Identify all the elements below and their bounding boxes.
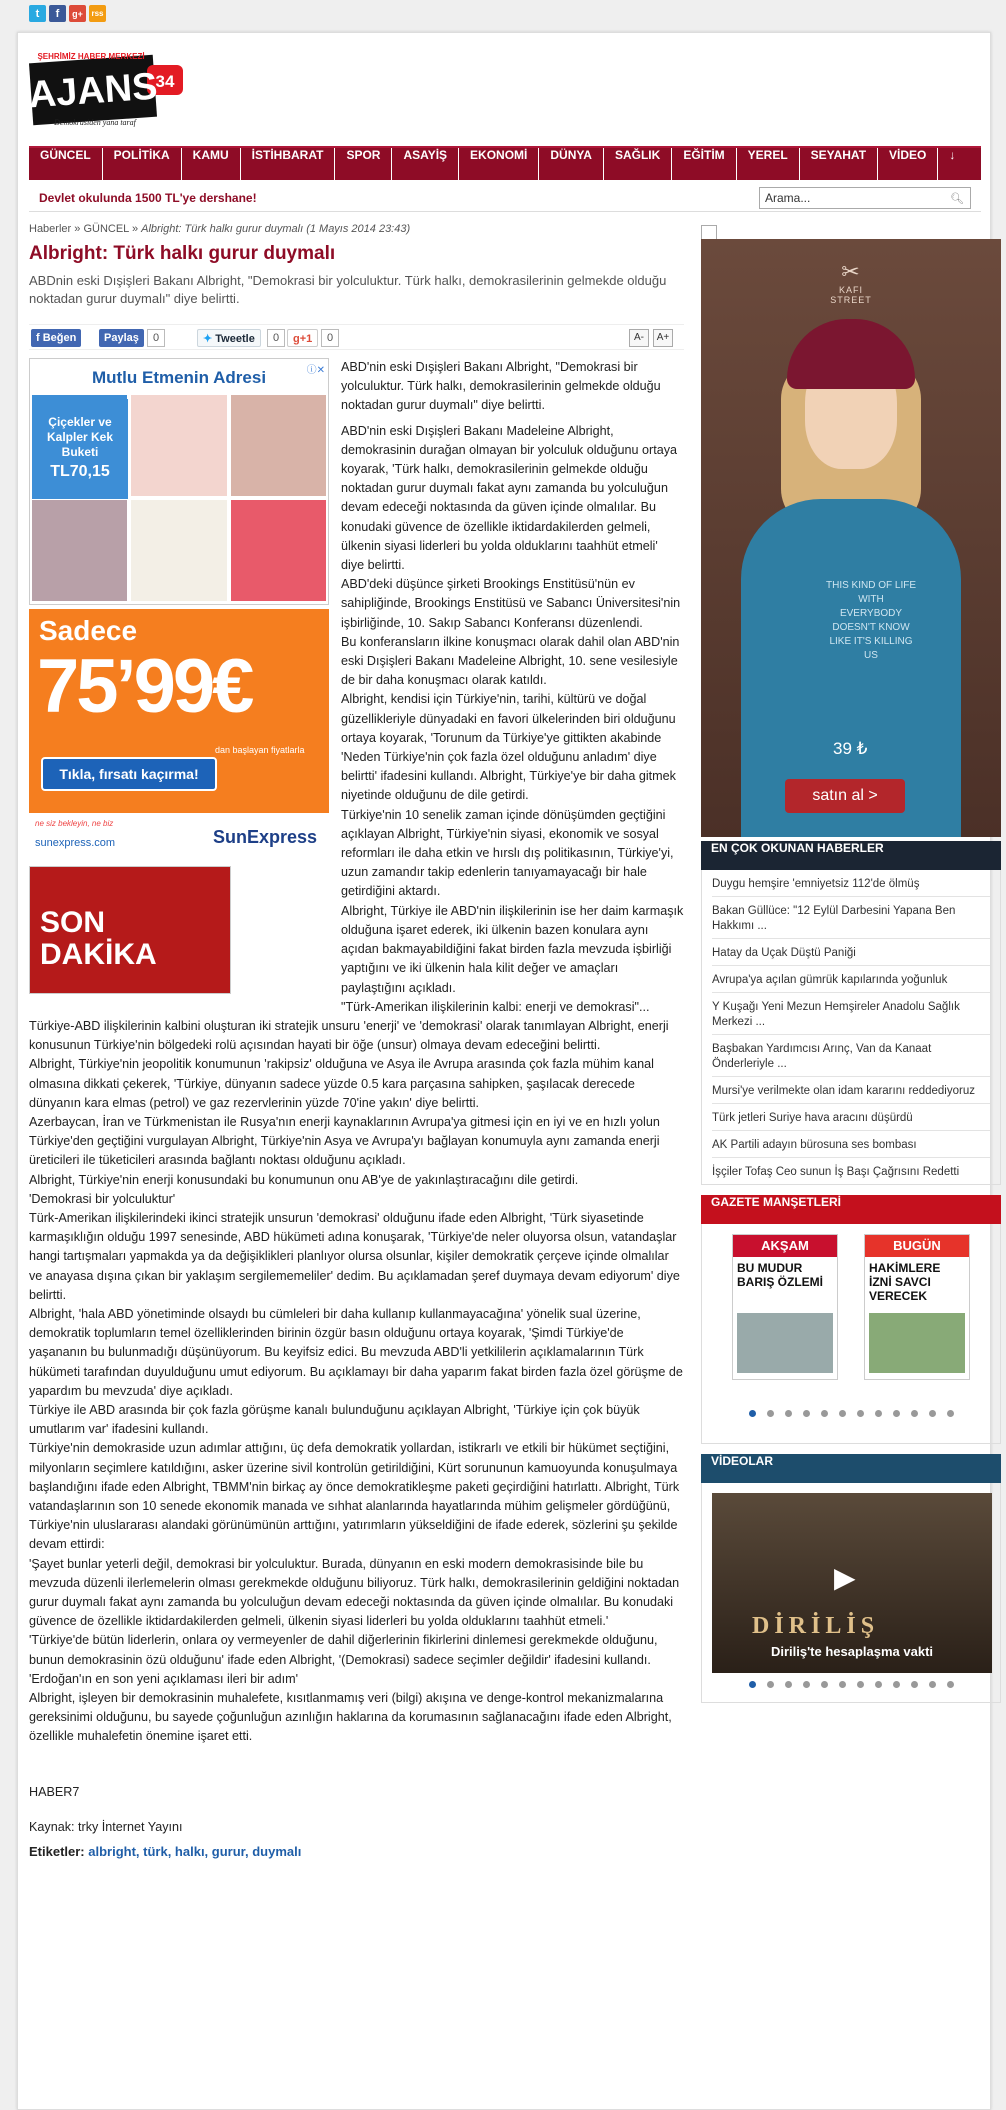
ad-cta-button[interactable]: Tıkla, fırsatı kaçırma! — [41, 757, 217, 791]
article-paragraph: 'Türkiye'de bütün liderlerin, onlara oy vermeyenler de dahil diğerlerinin fikirlerini dinlemesi gerekmekde olduğunu, bunun demokrasinin özü olduğunu' ifade eden Albright, '(Demokrasi) sadece seçimler değildir' ifadesini kullandı. — [29, 1633, 658, 1667]
son-dakika-line2: DAKİKA — [40, 938, 157, 971]
carousel-dot[interactable] — [821, 1681, 828, 1688]
article-paragraph: Albright, kendisi için Türkiye'nin, tarihi, kültürü ve doğal güzellikleriyle dünyadaki en favori ülkelerinden biri olduğunu ortaya koyarak, 'Torunum da Türkiye'ye gittikten akabinde 'Neden Türkiye'nin çok fazla özel olduğunu anladım' diye belirtti' ifadesini kullandı. Albright, Türkiye'ye bir daha gitmek niyetinde olduğunu de dile getirdi. — [341, 692, 676, 803]
font-decrease-button[interactable]: A- — [629, 329, 649, 347]
article-paragraph: Türkiye'nin demokraside uzun adımlar attığını, üç defa demokratik yollardan, istikrarlı ve etkili bir hükümet seçtiğini, milyonların seçimlere katıldığını, asker üzerine sivil kontrolün getirildiğini, Kürt sorununun kamuoyunda konuşulmaya başlandığını ifade eden Albright, TBMM'nin birkaç ay önce demokratikleşme paketi geçirdiğini hatırlattı. Albright, Türk vatandaşlarının son 10 senede ekonomik manada ve sıhhat alanlarında hayatlarında mühim gelişmeler gördüğünü, Türkiye'nin uluslararası alandaki görünümünün arttığını, yatırımların yükseldiğini de ifade ederek, sözlerini şu şekilde devam ettirdi: — [29, 1441, 680, 1552]
facebook-icon: f — [36, 332, 43, 344]
newspaper-photo — [737, 1313, 833, 1373]
ad-price: 39 ₺ — [833, 739, 868, 758]
facebook-like-button[interactable] — [31, 329, 81, 347]
article-column — [29, 223, 684, 1859]
carousel-dot[interactable] — [947, 1410, 954, 1417]
article-paragraph: Türk-Amerikan ilişkilerindeki ikinci stratejik unsurun 'demokrasi' olduğunu ifade eden Albright, 'Türk siyasetinde karmaşıklığın olduğu 1997 senesinde, ABD hükümeti adına konuşarak, 'Türkiye'de neler oluyorsa olsun, vatandaşlar hangi tartışmaları yapmakda ya da değişiklikleri planlıyor olursa olsunlar, kişiler demokratik çerçeve içinde olmalılar ve anayasa dışına çıkan bir yaklaşım sergilememeliler' dedim. Bu açıklamadan şeref duymaya devam ediyorum' diye belirtti. — [29, 1210, 680, 1302]
video-carousel — [701, 1483, 1001, 1703]
ticker-headline[interactable]: Devlet okulunda 1500 TL'ye dershane! — [39, 191, 257, 205]
ad-brand-text: KAFI STREET — [830, 285, 872, 305]
ad-brand-logo: ✂ KAFI STREET — [830, 259, 872, 305]
carousel-dot[interactable] — [857, 1410, 864, 1417]
most-read-item[interactable]: Bakan Güllüce: "12 Eylül Darbesini Yapana Ben Hakkımı ... — [712, 897, 990, 939]
nav-more-icon[interactable]: ↓ — [949, 148, 956, 162]
share-bar — [29, 324, 684, 350]
tags-label: Etiketler: — [29, 1843, 85, 1859]
most-read-item[interactable]: Türk jetleri Suriye hava aracını düşürdü — [712, 1104, 990, 1131]
ad-title: Mutlu Etmenin Adresi — [91, 368, 267, 387]
ad-product-tile[interactable] — [131, 500, 226, 601]
ad-product-tile[interactable] — [231, 395, 326, 496]
logo-number: 34 — [155, 72, 175, 91]
adchoices-icon[interactable]: ⓘ✕ — [306, 365, 325, 376]
newspaper-front-page[interactable] — [732, 1234, 838, 1380]
article-lead: ABDnin eski Dışişleri Bakanı Albright, "Demokrasi bir yolculuktur. Türk halkı, demokrasilerinin gelmekde olduğu noktadan gurur duymalı" diye belirtti. — [29, 273, 667, 306]
logo-subtitle: Demokrasiden yana taraf — [54, 118, 136, 127]
most-read-item[interactable]: AK Partili adayın bürosuna ses bombası — [712, 1131, 990, 1158]
carousel-dot[interactable] — [839, 1410, 846, 1417]
article-paragraph: ABD'nin eski Dışişleri Bakanı Albright, "Demokrasi bir yolculuktur. Türk halkı, demokrasilerinin gelmekde olduğu noktadan gurur duymalı" diye belirtti. — [341, 360, 661, 413]
source-agency: HABER7 — [29, 1784, 80, 1799]
ad-product-tile[interactable] — [131, 395, 226, 496]
article-paragraph: Bu konferansların ilkine konuşmacı olarak dahil olan ABD'nin eski Dışişleri Bakanı Madeleine Albright, 10. sene vesilesiyle de bir daha konuşmacı olarak katıldı. — [341, 634, 680, 688]
newspaper-headline: BU MUDUR BARIŞ ÖZLEMİ — [737, 1261, 823, 1289]
carousel-dot[interactable] — [929, 1681, 936, 1688]
carousel-dot[interactable] — [821, 1410, 828, 1417]
ad-promo-text: Çiçekler ve Kalpler Kek Buketi — [46, 415, 114, 459]
carousel-dot[interactable] — [767, 1410, 774, 1417]
article-paragraph: 'Demokrasi bir yolculuktur' — [29, 1191, 176, 1206]
news-ticker — [29, 184, 981, 212]
tags-line — [29, 1844, 684, 1859]
most-read-box — [701, 841, 1001, 1185]
most-read-item[interactable]: İşçiler Tofaş Ceo sunun İş Başı Çağrısını Redetti — [712, 1166, 960, 1178]
article-paragraph: 'Şayet bunlar yeterli değil, demokrasi bir yolculuktur. Burada, dünyanın en eski modern demokrasisinde bile bu mevzuda düzenli ilerlemelerin olması gerekmekde olduğunu biliyoruz. Türk halkı, demokrasilerinin geldiğini noktadan gurur duymalı fakat aynı zamanda bu yolculuğun devam edeceği noktasında da güven içinde olmalılar. Bu konudaki güvence de özellikle iktidardakilerden gelmeli, ülkenin siyasi liderleri bu yolda olduklarını taahhüt etmeli.' — [29, 1556, 680, 1629]
model-hat — [787, 319, 915, 389]
newspapers-box — [701, 1195, 1001, 1444]
nav-item-saglik[interactable]: SAĞLIK — [604, 148, 672, 180]
son-dakika-line1: SON — [40, 906, 106, 939]
most-read-item[interactable]: Başbakan Yardımcısı Arınç, Van da Kanaat Önderleriyle ... — [712, 1035, 990, 1077]
page-container — [17, 32, 991, 2110]
article-paragraph: Azerbaycan, İran ve Türkmenistan ile Rusya'nın enerji kaynaklarının Avrupa'ya gitmesi için en iyi ve en hızlı yolun Türkiye'den geçtiğini vurgulayan Albright, Türkiye'nin Asya ve Avrupa'yı bağlayan konumuyla aynı zamanda enerji üreticileri ile tüketicileri arasında bağlantı noktası olduğunu açıkladı. — [29, 1114, 660, 1168]
article-paragraph: ABD'deki düşünce şirketi Brookings Enstitüsü'nün ev sahipliğinde, Brookings Enstitüsü ve Sabancı Üniversitesi'nin işbirliğinde, 10. Sakıp Sabancı Konferansı düzenlendi. — [341, 577, 681, 630]
nav-item-seyahat[interactable]: SEYAHAT — [800, 148, 878, 180]
facebook-icon[interactable]: f — [49, 5, 66, 22]
article-paragraph: "Türk-Amerikan ilişkilerinin kalbi: enerji ve demokrasi"... — [341, 999, 650, 1014]
article-title: Albright: Türk halkı gurur duymalı — [29, 243, 336, 264]
ad-slogan: ne siz bekleyin, ne biz — [35, 819, 114, 828]
inline-ads — [29, 358, 331, 994]
carousel-dots — [702, 1681, 1000, 1688]
facebook-share-button[interactable]: Paylaş — [99, 329, 144, 347]
logo-tagline-top: ŞEHRİMİZ HABER MERKEZİ — [37, 52, 145, 61]
carousel-dot[interactable] — [749, 1410, 756, 1417]
search-input[interactable] — [759, 187, 971, 209]
play-icon[interactable]: ▶ — [834, 1562, 856, 1593]
ad-product-tile[interactable] — [32, 500, 127, 601]
ad-buy-button[interactable]: satın al > — [785, 779, 905, 813]
article-body — [29, 358, 684, 1747]
breadcrumb-separator: » — [74, 223, 81, 235]
like-label: Beğen — [42, 332, 77, 344]
share-count: 0 — [147, 329, 165, 347]
sidebar — [701, 223, 1001, 1703]
nav-item-kamu[interactable]: KAMU — [182, 148, 241, 180]
most-read-list — [701, 870, 1001, 1185]
video-caption[interactable]: Diriliş'te hesaplaşma vakti — [770, 1644, 934, 1659]
nav-item-spor[interactable]: SPOR — [335, 148, 392, 180]
article-paragraph: Türkiye-ABD ilişkilerinin kalbini oluşturan iki stratejik unsuru 'enerji' ve 'demokrasi' olarak tanımlayan Albright, enerji konusunun Türkiye'nin bölgedeki rolü açısından hayati bir öğe (unsur) olmaya devam edeceğini belirtti. — [29, 1018, 669, 1053]
breadcrumb-separator: » — [131, 223, 139, 235]
flower-ad[interactable] — [29, 358, 329, 605]
carousel-dot[interactable] — [749, 1681, 756, 1688]
ad-url[interactable]: sunexpress.com — [35, 837, 116, 849]
carousel-dot[interactable] — [785, 1410, 792, 1417]
article-paragraph: Albright, Türkiye'nin jeopolitik konumunun 'rakipsiz' olduğuna ve Asya ile Avrupa arasında çok fazla mühim kanal olmasına dikkati çekerek, 'Türkiye, dünyanın sadece yüzde 0.5 kara parçasına sahipken, şaşılacak derecede dünyanın kara elmas (petrol) ve gaz rezervlerinin yüzde 70'ine yakın' diye belirtti. — [29, 1057, 654, 1110]
video-show-logo: DİRİLİŞ — [752, 1613, 880, 1639]
most-read-item[interactable]: Y Kuşağı Yeni Mezun Hemşireler Anadolu Sağlık Merkezi ... — [712, 993, 990, 1035]
ad-headline: Sadece — [39, 615, 138, 646]
breadcrumb-home[interactable]: Haberler — [29, 223, 72, 235]
most-read-item[interactable]: Hatay da Uçak Düştü Paniği — [712, 939, 990, 966]
newspapers-carousel — [701, 1224, 1001, 1444]
most-read-item[interactable]: Mursi'ye verilmekte olan idam kararını reddediyoruz — [712, 1077, 990, 1104]
ad-promo[interactable] — [32, 399, 128, 499]
google-plus-count: 0 — [321, 329, 339, 347]
nav-item-yerel[interactable]: YEREL — [737, 148, 800, 180]
carousel-dot[interactable] — [803, 1410, 810, 1417]
sunexpress-logo: SunExpress — [212, 827, 317, 847]
carousel-dot[interactable] — [893, 1410, 900, 1417]
social-links — [29, 5, 106, 22]
ad-promo-price: TL70,15 — [50, 463, 110, 480]
carousel-dots — [702, 1410, 1000, 1417]
logo-wordmark: AJANS — [29, 65, 159, 117]
carousel-dot[interactable] — [785, 1681, 792, 1688]
article-paragraph: Albright, Türkiye'nin enerji konusundaki bu konumunun onu AB'ye de yakınlaştıracağını dile getirdi. — [29, 1172, 579, 1187]
ad-footer — [29, 813, 329, 859]
carousel-dot[interactable] — [875, 1681, 882, 1688]
font-increase-button[interactable]: A+ — [653, 329, 673, 347]
videos-box — [701, 1454, 1001, 1703]
most-read-title: EN ÇOK OKUNAN HABERLER — [701, 841, 1001, 870]
carousel-dot[interactable] — [803, 1681, 810, 1688]
videos-title: VİDEOLAR — [701, 1454, 1001, 1483]
article-paragraph: Albright, Türkiye ile ABD'nin ilişkilerinin ise her daim karmaşık olduğuna işaret ederek, iki ülkenin bazen konulara aynı açıdan bakmayabildiğini fakat birden fazla mevzuda işbirliği yaptığını ve iki ülkenin hala kilit değer ve amaçları paylaştığını açıkladı. — [341, 903, 684, 995]
carousel-dot[interactable] — [767, 1681, 774, 1688]
nav-item-video[interactable]: VİDEO — [878, 148, 938, 180]
ad-price-note: dan başlayan fiyatlarla — [215, 745, 305, 755]
nav-item-asayis[interactable]: ASAYİŞ — [392, 148, 459, 180]
rss-icon[interactable]: rss — [89, 5, 106, 22]
carousel-dot[interactable] — [875, 1410, 882, 1417]
carousel-dot[interactable] — [947, 1681, 954, 1688]
most-read-item[interactable]: Duygu hemşire 'emniyetsiz 112'de ölmüş — [712, 870, 990, 897]
ad-price: 75’99€ — [37, 644, 252, 729]
article-paragraph: 'Erdoğan'ın en son yeni açıklaması ileri bir adım' — [29, 1671, 299, 1686]
google-plus-button[interactable]: g+1 — [287, 329, 318, 347]
twitter-bird-icon: ✦ — [203, 333, 216, 345]
newspapers-title: GAZETE MANŞETLERİ — [701, 1195, 1001, 1224]
most-read-item[interactable]: Avrupa'ya açılan gümrük kapılarında yoğunluk — [712, 966, 990, 993]
breadcrumb-category[interactable]: GÜNCEL — [83, 223, 129, 235]
newspaper-front-page[interactable] — [864, 1234, 970, 1380]
video-thumbnail[interactable] — [712, 1493, 992, 1673]
newspaper-photo — [869, 1313, 965, 1373]
sunexpress-ad[interactable] — [29, 609, 329, 859]
tweet-count: 0 — [267, 329, 285, 347]
ad-product-tile[interactable] — [231, 500, 326, 601]
article-paragraph: Türkiye'nin 10 senelik zaman içinde dönüşümden geçtiğini açıklayan Albright, Türkiye'nin siyasi, ekonomik ve sosyal reformları ile daha etkin ve hırslı dış politikasının, Türkiye'yi, uzun zamandır takip edenlerin tanıyamayacağı bir hale getirdiğini aktardı. — [341, 807, 674, 899]
nav-item-istihbarat[interactable]: İSTİHBARAT — [241, 148, 336, 180]
carousel-dot[interactable] — [839, 1681, 846, 1688]
site-logo[interactable] — [29, 45, 189, 133]
nav-item-dunya[interactable]: DÜNYA — [539, 148, 604, 180]
search-icon[interactable]: 🔍︎ — [950, 193, 964, 205]
google-plus-icon[interactable]: g+ — [69, 5, 86, 22]
nav-item-guncel[interactable]: GÜNCEL — [29, 148, 103, 180]
breadcrumb — [29, 223, 684, 235]
tag-links[interactable]: albright, türk, halkı, gurur, duymalı — [88, 1843, 302, 1859]
son-dakika-banner[interactable] — [29, 866, 231, 994]
article-paragraph: Türkiye ile ABD arasında bir çok fazla görüşme kanalı bulunduğunu açıklayan Albright, 'Türkiye için çok büyük umutlarım var' ifadesini kullandı. — [29, 1402, 640, 1437]
tshirt-ad[interactable] — [701, 239, 1001, 837]
article-paragraph: Albright, 'hala ABD yönetiminde olsaydı bu cümleleri bir daha kullanıp kullanmayacağına' yönelik sual üzerine, demokratik toplumların temel özelliklerinden birinin özgür basın olduğunu ortaya koyarak, 'Şimdi Türkiye'de yaşananın bu bulunmadığı düşünüyorum. Bu keyifsiz edici. Bu mevzuda ABD'li yetkililerin açıklamalarının Türk hükümeti tarafından duyulduğunu umut ediyorum. Bu açıklamayı bir daha yaparım fakat birden fazla özel görüşme de yapardım bu mevzuda' diye açıkladı. — [29, 1306, 683, 1398]
article-paragraph: Albright, işleyen bir demokrasinin muhalefete, kısıtlanmamış veri (bilgi) akışına ve denge-kontrol mekanizmalarına gereksinimi olduğunu, bu sayede çoğunluğun azınlığın haklarına da korumasının sağlanacağını ifade eden Albright, özellikle muhalefetin önemine işaret etti. — [29, 1691, 672, 1744]
carousel-dot[interactable] — [911, 1410, 918, 1417]
carousel-dot[interactable] — [893, 1681, 900, 1688]
tweet-label: Tweetle — [215, 333, 255, 345]
shirt-text: THIS KIND OF LIFE WITH EVERYBODY DOESN'T KNOW LIKE IT'S KILLING US — [826, 580, 917, 661]
source-line: Kaynak: trky İnternet Yayını — [29, 1819, 183, 1834]
carousel-dot[interactable] — [857, 1681, 864, 1688]
nav-item-politika[interactable]: POLİTİKA — [103, 148, 182, 180]
newspaper-name: BUGÜN — [865, 1235, 969, 1257]
carousel-dot[interactable] — [911, 1681, 918, 1688]
search-placeholder: Arama... — [765, 191, 811, 205]
nav-item-egitim[interactable]: EĞİTİM — [672, 148, 736, 180]
twitter-icon[interactable]: t — [29, 5, 46, 22]
article-paragraph: ABD'nin eski Dışişleri Bakanı Madeleine Albright, demokrasinin durağan olmayan bir yolculuk olduğunu ortaya koyarak, 'Türk halkı, demokrasilerinin gelmekde olduğu noktadan gurur duymalı fakat aynı zamanda bu yolculuğun devam edeceği noktasında da güven içinde olmalılar. Bu konudaki güvence de özellikle iktidardakilerden gelmeli, ülkenin siyasi liderleri bu yolda olduklarını taahhüt etmeli' diye belirtti. — [341, 423, 678, 573]
nav-item-ekonomi[interactable]: EKONOMİ — [459, 148, 539, 180]
breadcrumb-current: Albright: Türk halkı gurur duymalı (1 Mayıs 2014 23:43) — [141, 223, 411, 235]
carousel-dot[interactable] — [929, 1410, 936, 1417]
newspaper-headline: HAKİMLERE İZNİ SAVCI VERECEK — [869, 1261, 941, 1303]
tweet-button[interactable] — [197, 329, 261, 347]
newspaper-name: AKŞAM — [733, 1235, 837, 1257]
main-navigation — [29, 146, 981, 180]
